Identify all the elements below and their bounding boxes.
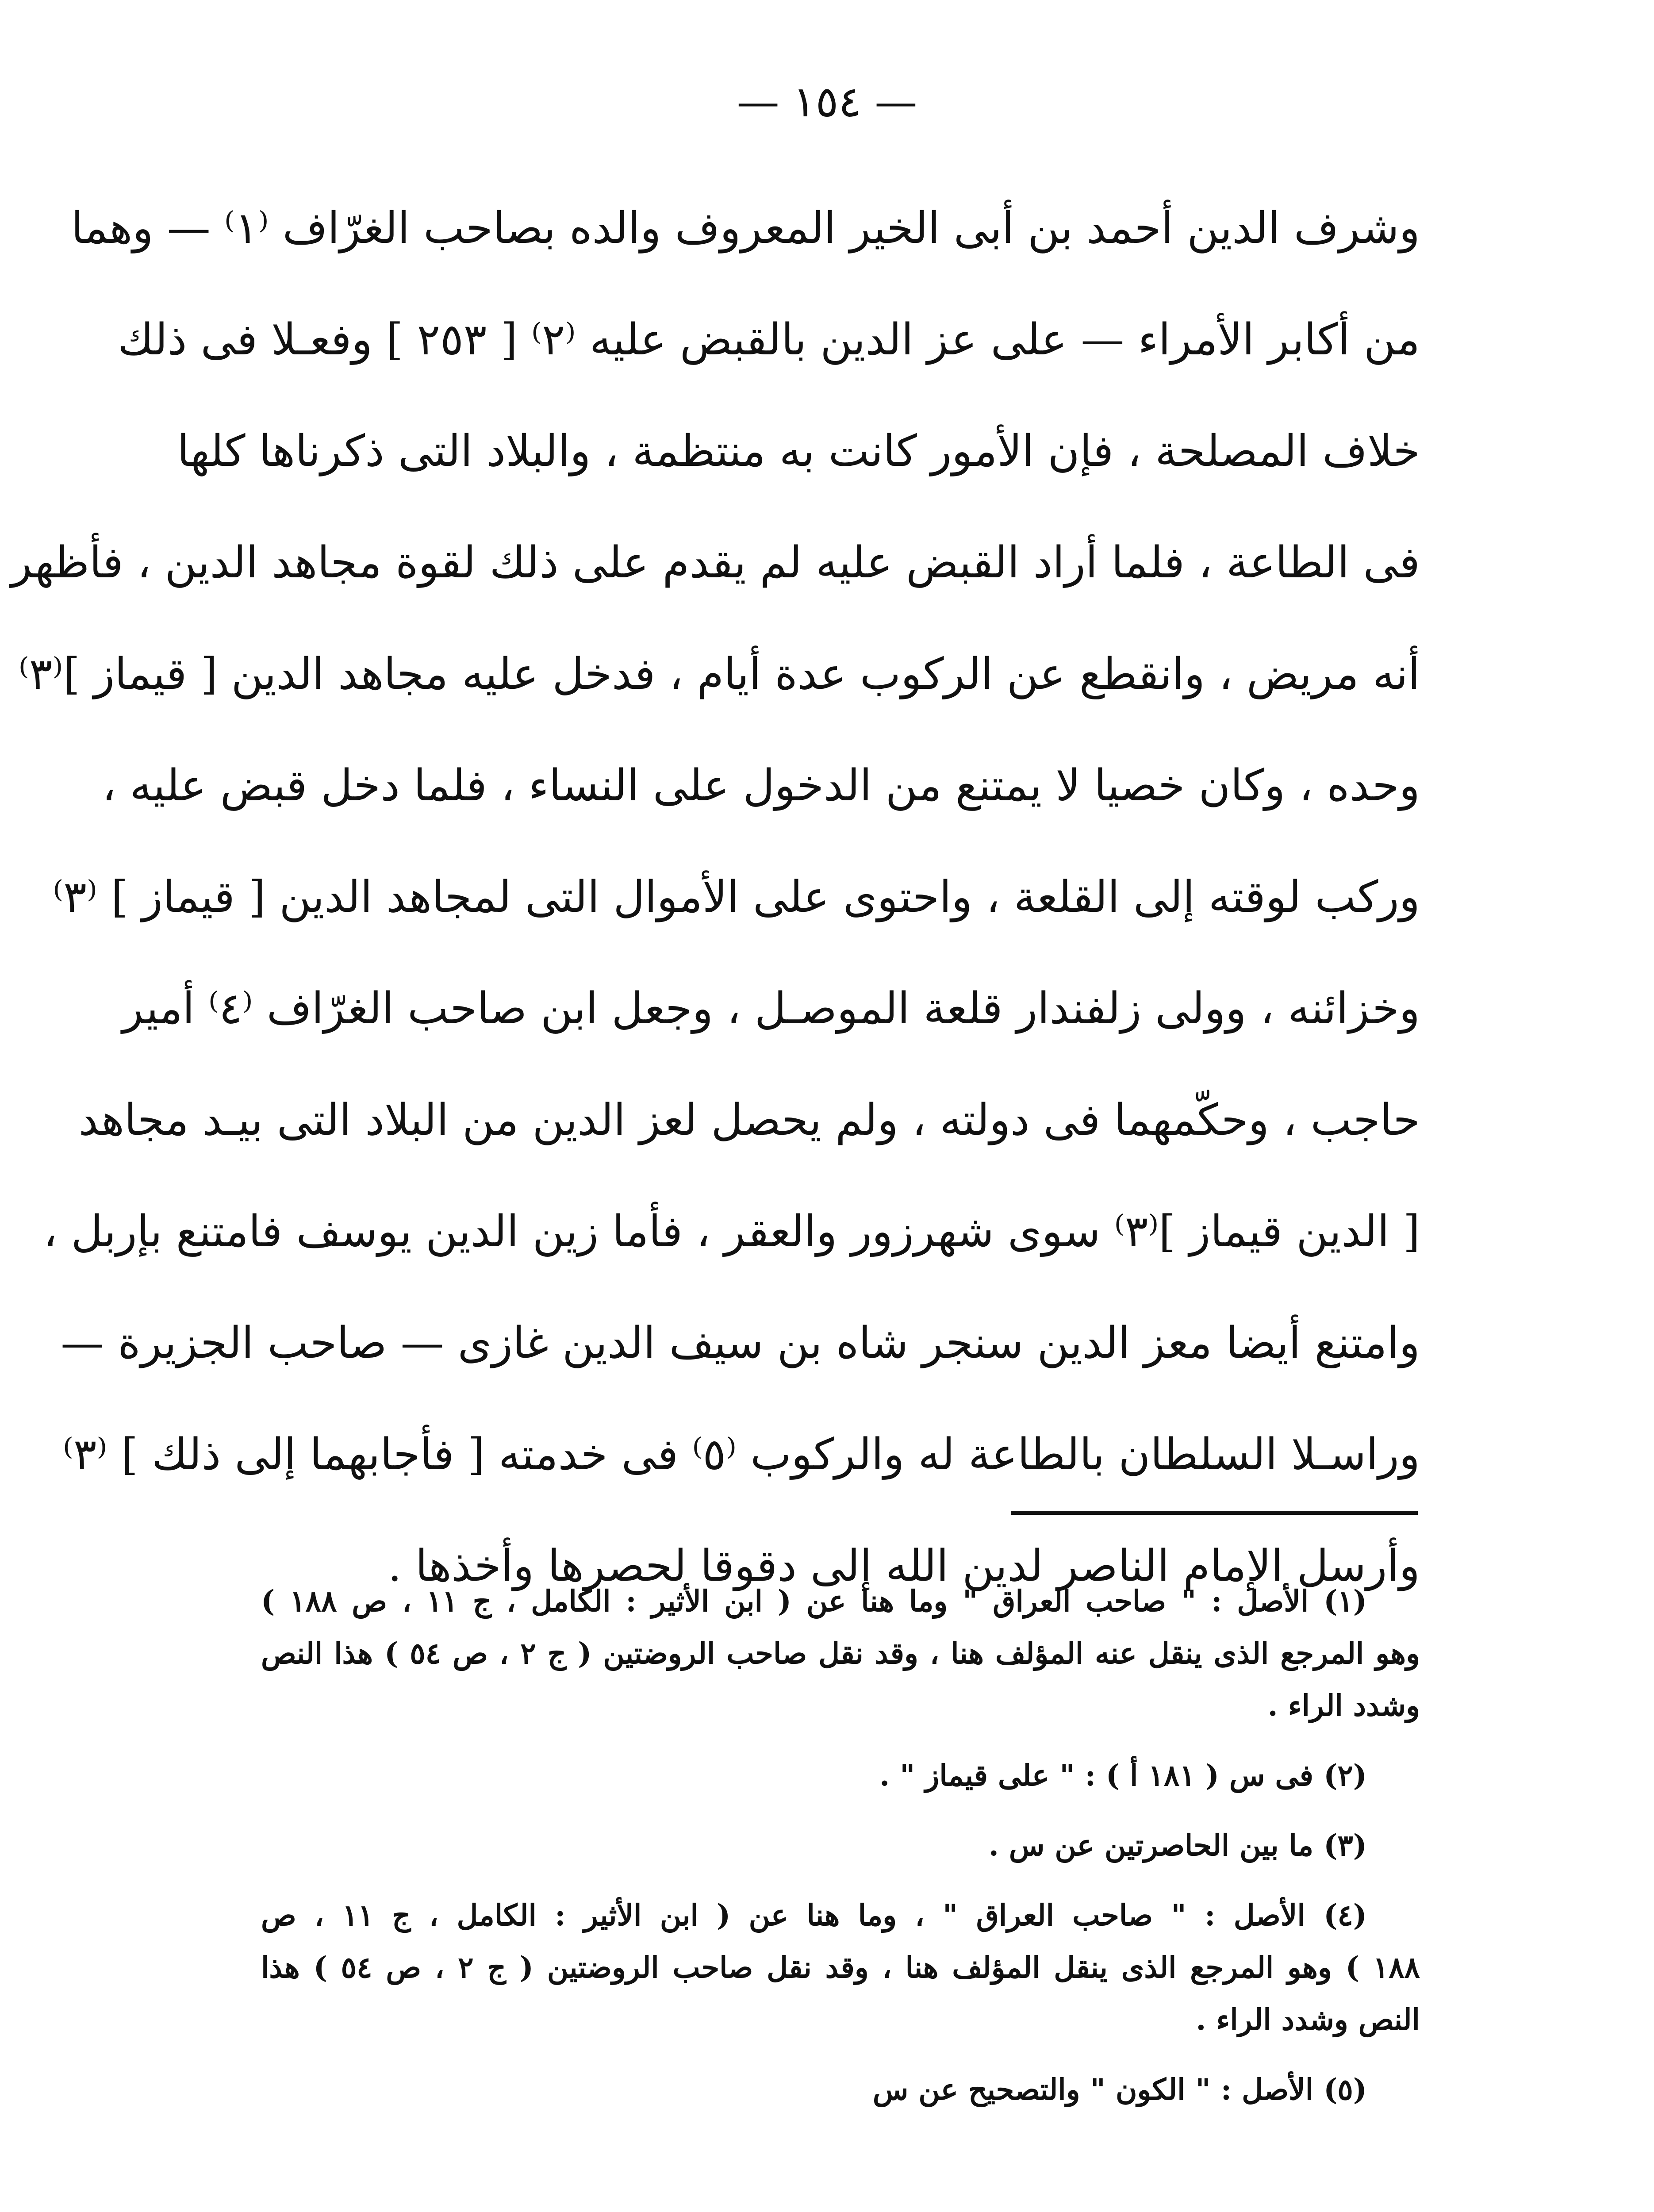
text-line: وحده ، وكان خصيا لا يمتنع من الدخول على النساء ، فلما دخل قبض عليه ، <box>102 760 1420 811</box>
main-text <box>11 173 1420 1622</box>
page-number: — ١٥٤ — <box>737 77 917 127</box>
text-line: أنه مريض ، وانقطع عن الركوب عدة أيام ، فدخل عليه مجاهد الدين [ قيماز ]⁽٣⁾ <box>18 649 1420 699</box>
footnote-line: (١) الأصل : " صاحب العراق " وما هنا عن ( ابن الأثير : الكامل ، ج ١١ ، ص ١٨٨ ) <box>261 1584 1367 1618</box>
text-line: من أكابر الأمراء — على عز الدين بالقبض عليه ⁽٢⁾ [ ٢٥٣ ] وفعـلا فى ذلك <box>118 315 1420 365</box>
footnote-5 <box>261 2063 1420 2116</box>
footnote-line: (٥) الأصل : " الكون " والتصحيح عن س <box>872 2072 1367 2107</box>
footnote-2 <box>261 1749 1420 1801</box>
text-line: وركب لوقته إلى القلعة ، واحتوى على الأموال التى لمجاهد الدين [ قيماز ] ⁽٣⁾ <box>53 872 1420 922</box>
footnote-line: (٢) فى س ( ١٨١ أ ) : " على قيماز " . <box>879 1758 1367 1793</box>
footnote-separator <box>1011 1511 1418 1515</box>
footnote-line: ١٨٨ ) وهو المرجع الذى ينقل المؤلف هنا ، وقد نقل صاحب الروضتين ( ج ٢ ، ص ٥٤ ) هذا <box>261 1950 1420 1985</box>
footnote-line: وهو المرجع الذى ينقل عنه المؤلف هنا ، وقد نقل صاحب الروضتين ( ج ٢ ، ص ٥٤ ) هذا النص <box>261 1636 1420 1671</box>
footnotes <box>261 1575 1420 2116</box>
footnote-line: وشدد الراء . <box>1267 1688 1420 1723</box>
text-line: وامتنع أيضا معز الدين سنجر شاه بن سيف الدين غازى — صاحب الجزيرة — <box>61 1318 1420 1368</box>
text-line: فى الطاعة ، فلما أراد القبض عليه لم يقدم على ذلك لقوة مجاهد الدين ، فأظهر <box>11 538 1420 588</box>
text-line: حاجب ، وحكّمهما فى دولته ، ولم يحصل لعز الدين من البلاد التى بيـد مجاهد <box>78 1095 1420 1145</box>
text-line: وراسـلا السلطان بالطاعة له والركوب ⁽٥⁾ فى خدمته [ فأجابهما إلى ذلك ] ⁽٣⁾ <box>62 1429 1420 1480</box>
footnote-3 <box>261 1819 1420 1871</box>
text-line: وأرسل الإمام الناصر لدين الله إلى دقوقا لحصرها وأخذها . <box>388 1541 1420 1591</box>
text-line: وخزائنه ، وولى زلفندار قلعة الموصـل ، وجعل ابن صاحب الغرّاف ⁽٤⁾ أمير <box>122 983 1420 1034</box>
footnote-line: النص وشدد الراء . <box>1196 2002 1420 2037</box>
footnote-4 <box>261 1889 1420 2046</box>
text-line: [ الدين قيماز ]⁽٣⁾ سوى شهرزور والعقر ، فأما زين الدين يوسف فامتنع بإربل ، <box>43 1206 1420 1257</box>
footnote-line: (٤) الأصل : " صاحب العراق " ، وما هنا عن ( ابن الأثير : الكامل ، ج ١١ ، ص <box>261 1898 1367 1932</box>
text-line: وشرف الدين أحمد بن أبى الخير المعروف والده بصاحب الغرّاف ⁽١⁾ — وهما <box>71 203 1420 253</box>
text-line: خلاف المصلحة ، فإن الأمور كانت به منتظمة ، والبلاد التى ذكرناها كلها <box>177 426 1420 476</box>
footnote-line: (٣) ما بين الحاصرتين عن س . <box>988 1828 1367 1863</box>
footnote-1 <box>261 1575 1420 1732</box>
